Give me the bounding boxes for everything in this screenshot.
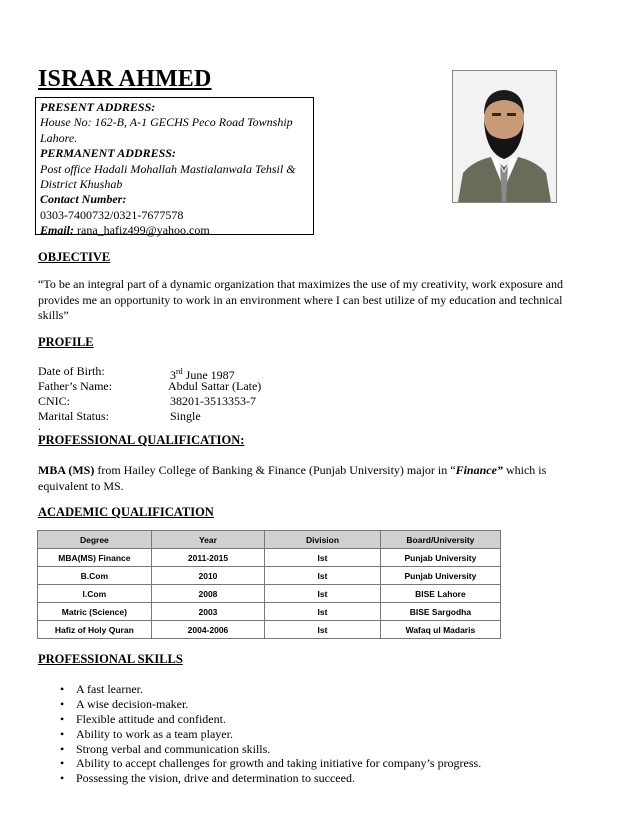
email-label: Email: [40, 223, 75, 238]
objective-line1: “To be an integral part of a dynamic organization that maximizes the use of my creativity, work exposure and [38, 277, 563, 291]
table-row [38, 549, 501, 567]
profile-photo [452, 70, 557, 203]
cell-board: Wafaq ul Madaris [380, 621, 500, 639]
address-box [35, 97, 314, 238]
cell-division: Ist [265, 567, 381, 585]
cell-degree: I.Com [38, 585, 152, 603]
table-row [38, 567, 501, 585]
qualification-line1: MBA (MS) from Hailey College of Banking & Finance (Punjab University) major in “Finance” which is [38, 463, 547, 477]
objective-heading: OBJECTIVE [38, 250, 111, 264]
objective-line2: provides me an opportunity to work in an environment where I can best utilize of my education and technical [38, 293, 563, 307]
cell-division: Ist [265, 549, 381, 567]
dob-label: Date of Birth: [38, 364, 105, 378]
col-year: Year [151, 531, 264, 549]
qualification-line2: equivalent to MS. [38, 479, 124, 493]
bullet-icon: • [60, 712, 65, 726]
permanent-address-line2: District Khushab [40, 177, 123, 192]
skill-item: A fast learner. [76, 682, 143, 696]
professional-qualification-heading: PROFESSIONAL QUALIFICATION: [38, 433, 245, 447]
bullet-icon: • [60, 742, 65, 756]
cell-degree: MBA(MS) Finance [38, 549, 152, 567]
cnic-label: CNIC: [38, 394, 71, 408]
contact-value: 0303-7400732/0321-7677578 [40, 207, 184, 222]
cell-year: 2011-2015 [151, 549, 264, 567]
table-row [38, 621, 501, 639]
academic-table [37, 530, 501, 639]
father-name-value: Abdul Sattar (Late) [168, 379, 262, 393]
skills-heading: PROFESSIONAL SKILLS [38, 652, 183, 666]
cell-year: 2010 [151, 567, 264, 585]
skill-item: Flexible attitude and confident. [76, 712, 226, 726]
cell-division: Ist [265, 585, 381, 603]
bullet-icon: • [60, 756, 65, 770]
bullet-icon: • [60, 682, 65, 696]
cell-board: Punjab University [380, 567, 500, 585]
father-name-label: Father’s Name: [38, 379, 113, 393]
permanent-address-line1: Post office Hadali Mohallah Mastialanwala Tehsil & [40, 161, 296, 176]
cell-year: 2008 [151, 585, 264, 603]
table-row [38, 603, 501, 621]
bullet-icon: • [60, 771, 65, 785]
profile-heading: PROFILE [38, 335, 94, 349]
objective-line3: skills” [38, 308, 69, 322]
skill-item: Ability to work as a team player. [76, 727, 233, 741]
col-degree: Degree [38, 531, 152, 549]
cell-board: BISE Lahore [380, 585, 500, 603]
marital-status-value: Single [170, 409, 201, 423]
skill-item: Possessing the vision, drive and determination to succeed. [76, 771, 355, 785]
table-header-row [38, 531, 501, 549]
marital-status-label: Marital Status: [38, 409, 109, 423]
permanent-address-label: PERMANENT ADDRESS: [40, 146, 176, 161]
col-board: Board/University [380, 531, 500, 549]
cell-year: 2003 [151, 603, 264, 621]
cell-board: Punjab University [380, 549, 500, 567]
dob-value: 3rd June 1987 [170, 367, 235, 382]
present-address-line1: House No: 162-B, A-1 GECHS Peco Road Township [40, 115, 293, 130]
present-address-line2: Lahore. [40, 130, 78, 145]
skill-item: Ability to accept challenges for growth and taking initiative for company’s progress. [76, 756, 482, 770]
candidate-name: ISRAR AHMED [38, 66, 212, 92]
cell-degree: B.Com [38, 567, 152, 585]
col-division: Division [265, 531, 381, 549]
cell-board: BISE Sargodha [380, 603, 500, 621]
contact-label: Contact Number: [40, 192, 127, 207]
table-row [38, 585, 501, 603]
cnic-value: 38201-3513353-7 [170, 394, 256, 408]
cell-degree: Matric (Science) [38, 603, 152, 621]
skill-item: Strong verbal and communication skills. [76, 742, 271, 756]
bullet-icon: • [60, 697, 65, 711]
cell-degree: Hafiz of Holy Quran [38, 621, 152, 639]
academic-heading: ACADEMIC QUALIFICATION [38, 505, 214, 519]
present-address-label: PRESENT ADDRESS: [40, 100, 156, 114]
email-value: rana_hafiz499@yahoo.com [77, 223, 210, 238]
profile-dot: . [38, 419, 41, 433]
cell-division: Ist [265, 603, 381, 621]
bullet-icon: • [60, 727, 65, 741]
cell-year: 2004-2006 [151, 621, 264, 639]
cell-division: Ist [265, 621, 381, 639]
skill-item: A wise decision-maker. [76, 697, 189, 711]
